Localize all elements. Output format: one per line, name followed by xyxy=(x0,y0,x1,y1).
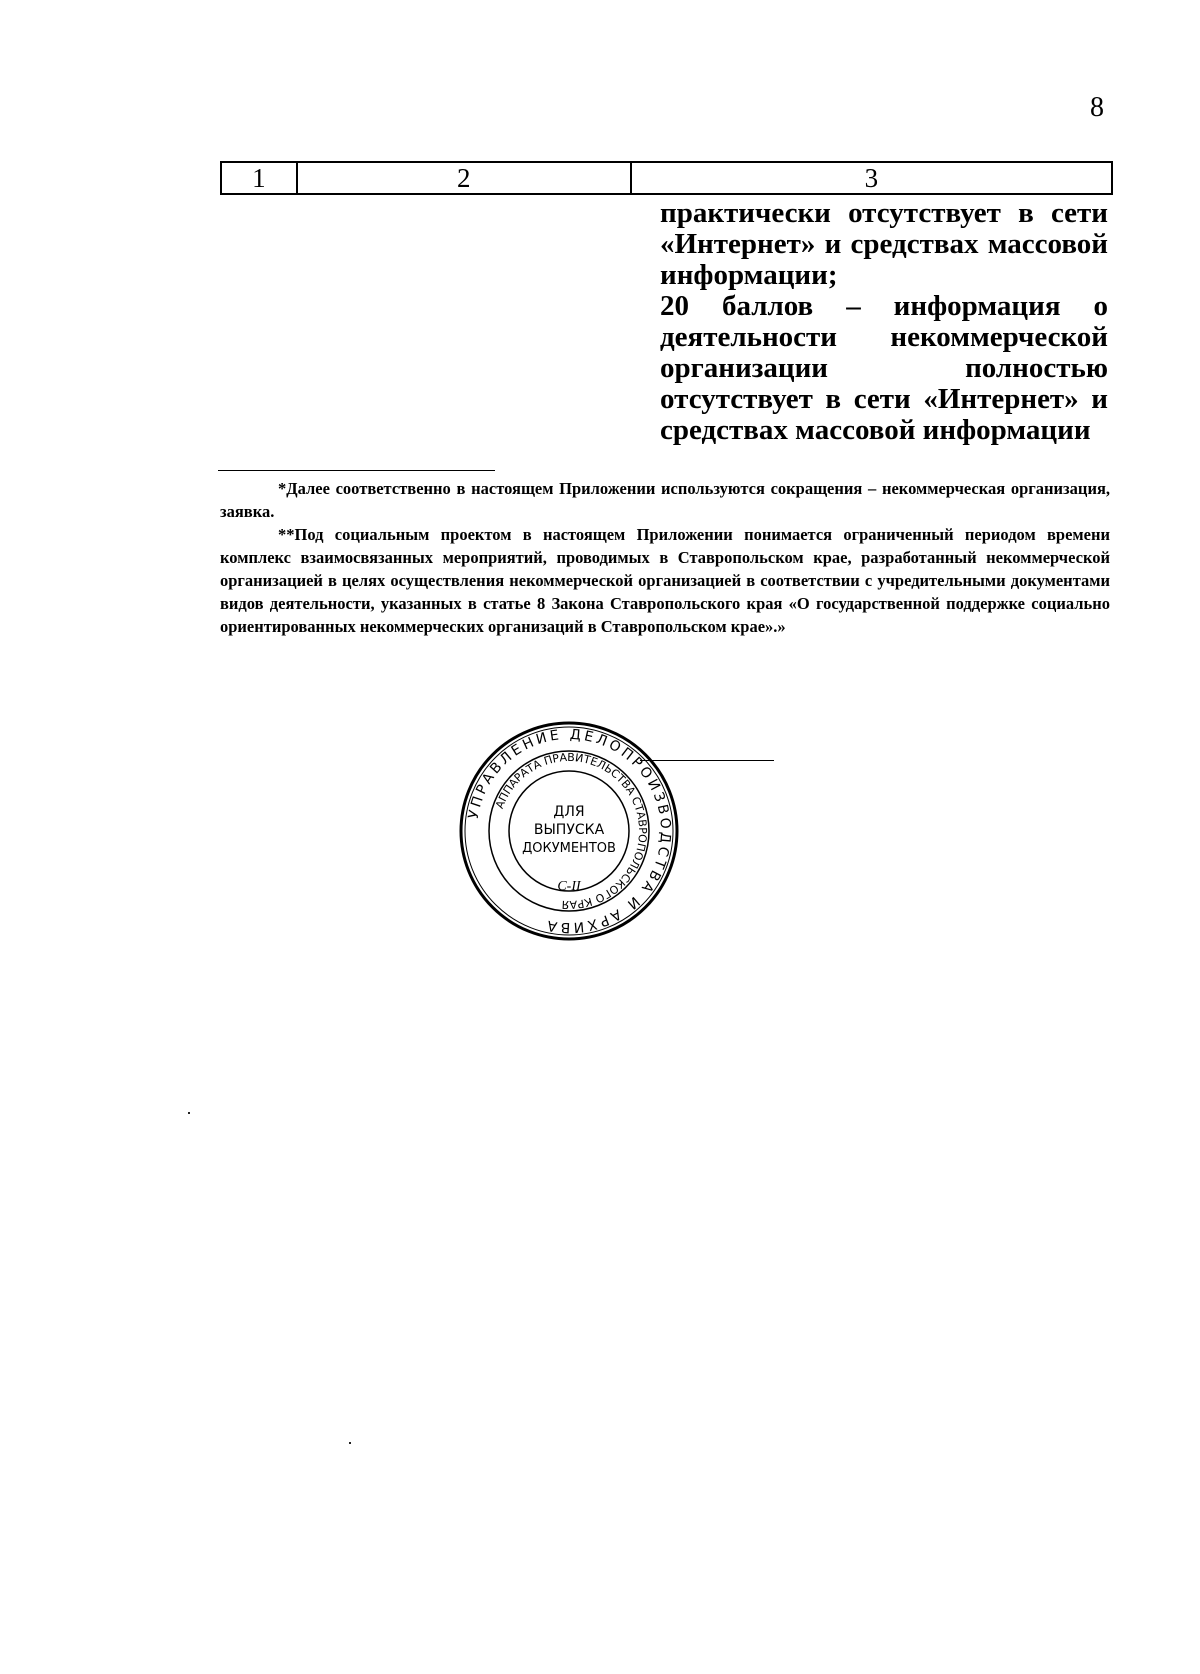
footnote-separator xyxy=(218,470,495,471)
table-column-header xyxy=(220,161,1113,195)
column-header-2: 2 xyxy=(297,162,631,194)
stamp-code: С-II xyxy=(557,879,581,894)
cell-paragraph: 20 баллов – информация о деятельности некоммерческой организации полностью отсутствует в сети «Интернет» и средствах массовой информации xyxy=(660,290,1108,446)
stamp-center-line-2: ВЫПУСКА xyxy=(533,822,605,838)
stamp-outer-text: УПРАВЛЕНИЕ ДЕЛОПРОИЗВОДСТВА И АРХИВА xyxy=(465,726,674,936)
stamp-inner-ring-text: АППАРАТА ПРАВИТЕЛЬСТВА СТАВРОПОЛЬСКОГО КРАЯ xyxy=(492,750,650,912)
stamp-center-line-1: ДЛЯ xyxy=(553,804,585,820)
column-header-1: 1 xyxy=(221,162,297,194)
footnote-2: **Под социальным проектом в настоящем Приложении понимается ограниченный периодом времени комплекс взаимосвязанных мероприятий, проводимых в Ставропольском крае, разработанный некоммерческой организацией в целях осуществления некоммерческой организацией в соответствии с учредительными документами видов деятельности, указанных в статье 8 Закона Ставропольского края «О государственной поддержке социально ориентированных некоммерческих организаций в Ставропольском крае».» xyxy=(220,525,1110,636)
scan-speck xyxy=(188,1112,190,1114)
column-header-3: 3 xyxy=(631,162,1112,194)
stamp-center-line-3: ДОКУМЕНТОВ xyxy=(522,841,616,856)
cell-paragraph: практически отсутствует в сети «Интернет» и средствах массовой информации; xyxy=(660,197,1108,291)
page-number: 8 xyxy=(1090,92,1104,123)
table-cell-column-3 xyxy=(660,198,1108,446)
scan-speck xyxy=(349,1442,351,1444)
footnotes xyxy=(220,477,1110,638)
footnote-1: *Далее соответственно в настоящем Приложении используются сокращения – некоммерческая организация, заявка. xyxy=(220,479,1110,521)
official-stamp xyxy=(458,720,680,942)
